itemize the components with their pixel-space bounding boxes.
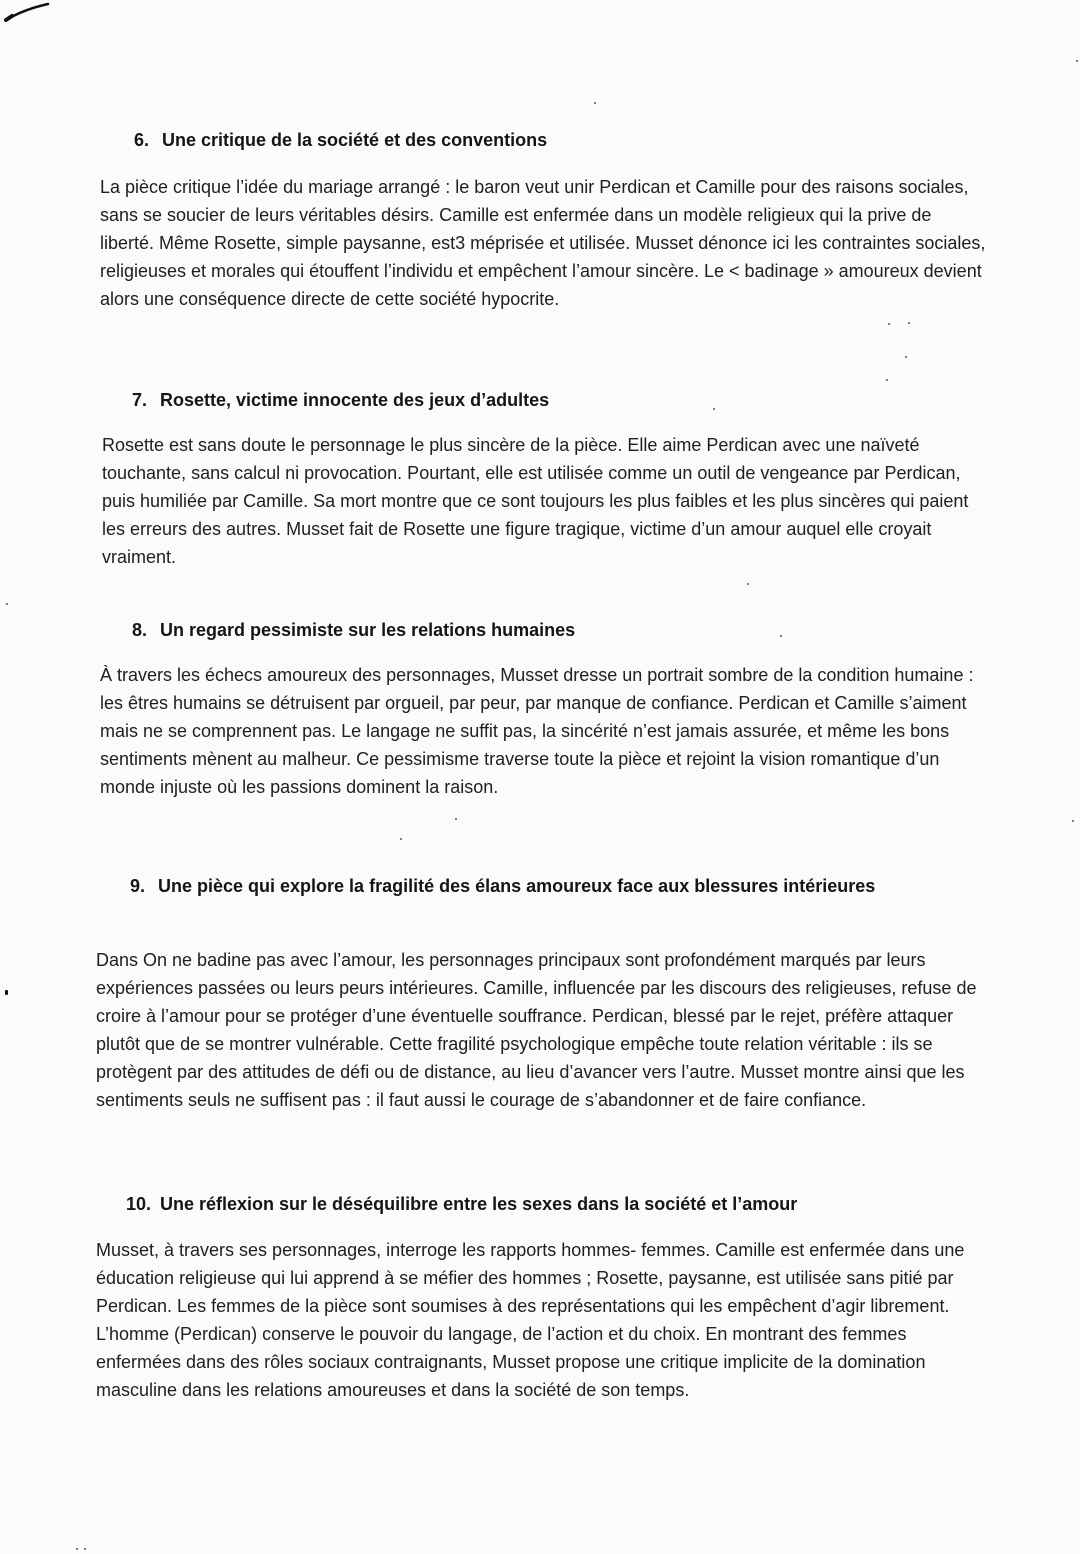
scan-speck <box>76 1548 78 1550</box>
scan-speck <box>455 818 457 820</box>
scan-speck <box>594 102 596 104</box>
section-paragraph: À travers les échecs amoureux des personnages, Musset dresse un portrait sombre de la condition humaine : les êtres humains se détruisent par orgueil, par peur, par manque de confiance. Perdican et Camille s’aiment mais ne se comprennent pas. Le langage ne suffit pas, la sincérité n’est jamais assurée, et même les bons sentiments mènent au malheur. Ce pessimisme traverse toute la pièce et rejoint la vision romantique d’un monde injuste où les passions dominent la raison. <box>100 665 974 797</box>
section-heading <box>130 872 890 900</box>
section-paragraph: Rosette est sans doute le personnage le plus sincère de la pièce. Elle aime Perdican avec une naïveté touchante, sans calcul ni provocation. Pourtant, elle est utilisée comme un outil de vengeance par Perdican, puis humiliée par Camille. Sa mort montre que ce sont toujours les plus faibles et les plus sincères qui paient les erreurs des autres. Musset fait de Rosette une figure tragique, victime d’un amour auquel elle croyait vraiment. <box>102 435 969 567</box>
section-number: 7. <box>132 390 148 410</box>
section-heading <box>132 386 549 414</box>
scan-speck <box>84 1548 86 1550</box>
section-title: Une réflexion sur le déséquilibre entre les sexes dans la société et l’amour <box>160 1194 798 1214</box>
section-title: Rosette, victime innocente des jeux d’adultes <box>160 390 550 410</box>
section-paragraph: Dans On ne badine pas avec l’amour, les personnages principaux sont profondément marqués par leurs expériences passées ou leurs peurs intérieures. Camille, influencée par les discours des religieuses, refuse de croire à l’amour pour se protéger d’une éventuelle souffrance. Perdican, blessé par le rejet, préfère attaquer plutôt que de se montrer vulnérable. Cette fragilité psychologique empêche toute relation véritable : ils se protègent par des attitudes de défi ou de distance, au lieu d’avancer vers l’autre. Musset montre ainsi que les sentiments seuls ne suffisent pas : il faut aussi le courage de s’abandonner et de faire confiance. <box>96 950 977 1110</box>
scan-speck <box>905 356 907 358</box>
section-8 <box>96 616 974 797</box>
section-heading <box>126 1190 797 1218</box>
scan-speck <box>1076 60 1078 62</box>
section-title: Une critique de la société et des conventions <box>162 130 548 150</box>
section-paragraph: Musset, à travers ses personnages, interroge les rapports hommes- femmes. Camille est enfermée dans une éducation religieuse qui lui apprend à se méfier des hommes ; Rosette, paysanne, est utilisée sans pitié par Perdican. Les femmes de la pièce sont soumises à des représentations qui les empêchent d’agir librement. L’homme (Perdican) conserve le pouvoir du langage, de l’action et du choix. En montrant des femmes enfermées dans des rôles sociaux contraignants, Musset propose une critique implicite de la domination masculine dans les relations amoureuses et dans la société de son temps. <box>96 1240 965 1400</box>
scan-speck <box>713 408 715 410</box>
scan-speck <box>780 635 782 637</box>
scan-speck <box>400 838 402 840</box>
scan-pen-mark-icon <box>4 2 50 24</box>
section-heading <box>134 126 547 154</box>
section-number: 6. <box>134 130 150 150</box>
section-heading <box>132 616 575 644</box>
section-9 <box>96 872 977 1110</box>
scan-speck <box>888 323 890 325</box>
section-7 <box>96 386 969 567</box>
section-number: 9. <box>130 876 146 896</box>
scan-speck <box>886 379 888 381</box>
section-title: Un regard pessimiste sur les relations humaines <box>160 620 576 640</box>
section-6 <box>96 126 986 309</box>
scan-speck <box>6 603 8 605</box>
section-10 <box>96 1190 965 1400</box>
scan-speck <box>747 583 749 585</box>
section-number: 8. <box>132 620 148 640</box>
scan-speck <box>1072 820 1074 822</box>
scan-speck <box>908 322 910 324</box>
scan-speck <box>5 990 8 995</box>
section-paragraph: La pièce critique l’idée du mariage arrangé : le baron veut unir Perdican et Camille pour des raisons sociales, sans se soucier de leurs véritables désirs. Camille est enfermée dans un modèle religieux qui la prive de liberté. Même Rosette, simple paysanne, est3 méprisée et utilisée. Musset dénonce ici les contraintes sociales, religieuses et morales qui étouffent l’individu et empêchent l’amour sincère. Le < badinage » amoureux devient alors une conséquence directe de cette société hypocrite. <box>100 177 986 309</box>
section-title: Une pièce qui explore la fragilité des élans amoureux face aux blessures intérieures <box>158 876 876 896</box>
section-number: 10. <box>126 1194 152 1214</box>
